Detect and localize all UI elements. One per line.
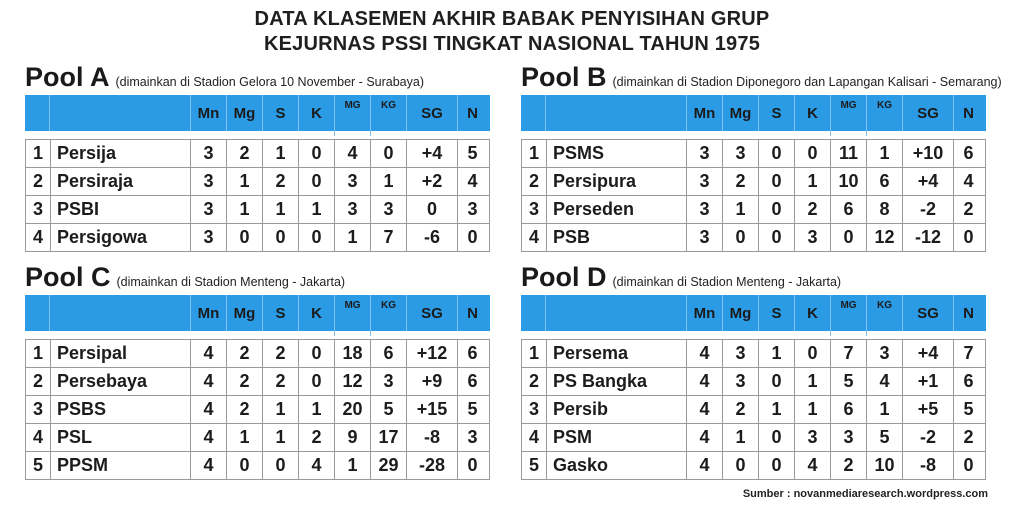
stat-cell-k: 1 bbox=[794, 368, 830, 395]
column-header-n: N bbox=[953, 295, 983, 331]
column-header-kg: KG bbox=[866, 295, 902, 336]
stat-cell-mn: 3 bbox=[686, 140, 722, 167]
stat-cell-gk: 6 bbox=[370, 340, 406, 367]
stat-cell-mg: 2 bbox=[722, 168, 758, 195]
stat-cell-gk: 3 bbox=[370, 368, 406, 395]
header-team-cell bbox=[49, 295, 190, 331]
standings-table bbox=[521, 139, 986, 252]
stat-cell-mn: 3 bbox=[686, 196, 722, 223]
table-row bbox=[26, 196, 489, 224]
stat-cell-gm: 1 bbox=[334, 224, 370, 251]
stat-cell-mn: 4 bbox=[190, 452, 226, 479]
team-cell: Persiraja bbox=[50, 168, 190, 195]
stat-cell-s: 0 bbox=[262, 452, 298, 479]
team-cell: Persebaya bbox=[50, 368, 190, 395]
stat-cell-gk: 5 bbox=[370, 396, 406, 423]
pool-heading bbox=[521, 62, 1002, 92]
column-header-s: S bbox=[758, 295, 794, 331]
rank-cell: 4 bbox=[528, 427, 539, 447]
team-cell: Gasko bbox=[546, 452, 686, 479]
stat-cell-gk: 17 bbox=[370, 424, 406, 451]
stat-cell-sg: +1 bbox=[902, 368, 953, 395]
stat-cell-n: 2 bbox=[953, 424, 983, 451]
stat-cell-mn: 3 bbox=[190, 168, 226, 195]
stat-cell-s: 0 bbox=[758, 424, 794, 451]
stat-cell-s: 1 bbox=[262, 396, 298, 423]
stat-cell-n: 3 bbox=[457, 424, 487, 451]
stat-cell-s: 0 bbox=[758, 140, 794, 167]
column-header-mg: MG bbox=[334, 295, 370, 336]
stat-cell-sg: +2 bbox=[406, 168, 457, 195]
column-header-mn: Mn bbox=[686, 295, 722, 331]
column-header-s: S bbox=[262, 95, 298, 131]
stat-cell-n: 6 bbox=[457, 368, 487, 395]
stat-cell-n: 6 bbox=[953, 140, 983, 167]
stat-cell-gm: 11 bbox=[830, 140, 866, 167]
stat-cell-sg: -8 bbox=[406, 424, 457, 451]
stat-cell-sg: +4 bbox=[902, 340, 953, 367]
stat-cell-sg: -2 bbox=[902, 424, 953, 451]
stat-cell-gm: 4 bbox=[334, 140, 370, 167]
pool-venue: (dimainkan di Stadion Menteng - Jakarta) bbox=[612, 275, 842, 289]
stat-cell-k: 0 bbox=[794, 140, 830, 167]
stat-cell-gk: 7 bbox=[370, 224, 406, 251]
stat-cell-mn: 4 bbox=[190, 340, 226, 367]
table-row bbox=[522, 424, 985, 452]
stat-cell-gm: 12 bbox=[334, 368, 370, 395]
pool-heading bbox=[25, 262, 490, 292]
header-pos-cell bbox=[25, 295, 49, 331]
stat-cell-s: 1 bbox=[262, 424, 298, 451]
stat-cell-sg: +5 bbox=[902, 396, 953, 423]
stat-cell-mn: 4 bbox=[686, 424, 722, 451]
column-header-mg: MG bbox=[830, 95, 866, 136]
stat-cell-mg: 0 bbox=[226, 452, 262, 479]
stat-cell-n: 0 bbox=[953, 452, 983, 479]
column-header-mn: Mn bbox=[190, 95, 226, 131]
column-header-mg: MG bbox=[830, 295, 866, 336]
stat-cell-sg: -2 bbox=[902, 196, 953, 223]
column-header-n: N bbox=[457, 295, 487, 331]
stat-cell-sg: +4 bbox=[406, 140, 457, 167]
stat-cell-mg: 1 bbox=[226, 424, 262, 451]
stat-cell-s: 1 bbox=[262, 196, 298, 223]
stat-cell-s: 2 bbox=[262, 168, 298, 195]
stat-cell-s: 0 bbox=[758, 168, 794, 195]
pool-venue: (dimainkan di Stadion Gelora 10 November - Surabaya) bbox=[115, 75, 424, 89]
stat-cell-mg: 0 bbox=[722, 224, 758, 251]
stat-cell-s: 0 bbox=[262, 224, 298, 251]
table-row bbox=[522, 196, 985, 224]
column-header-mn: Mn bbox=[686, 95, 722, 131]
stat-cell-s: 2 bbox=[262, 368, 298, 395]
team-cell: PSBI bbox=[50, 196, 190, 223]
column-header-mg: Mg bbox=[226, 295, 262, 331]
stat-cell-n: 6 bbox=[953, 368, 983, 395]
rank-cell: 2 bbox=[528, 371, 539, 391]
stat-cell-gm: 9 bbox=[334, 424, 370, 451]
stat-cell-mg: 0 bbox=[722, 452, 758, 479]
header-team-cell bbox=[545, 95, 686, 131]
stat-cell-mn: 3 bbox=[686, 224, 722, 251]
header-team-cell bbox=[49, 95, 190, 131]
team-cell: Persigowa bbox=[50, 224, 190, 251]
team-cell: Persema bbox=[546, 340, 686, 367]
team-cell: PSM bbox=[546, 424, 686, 451]
stat-cell-gk: 10 bbox=[866, 452, 902, 479]
stat-cell-sg: +12 bbox=[406, 340, 457, 367]
table-row bbox=[522, 396, 985, 424]
stat-cell-s: 0 bbox=[758, 196, 794, 223]
rank-cell: 3 bbox=[528, 199, 539, 219]
column-header-sg: SG bbox=[902, 95, 953, 131]
stat-cell-gk: 6 bbox=[866, 168, 902, 195]
table-header bbox=[521, 95, 986, 131]
stat-cell-mn: 3 bbox=[686, 168, 722, 195]
column-header-n: N bbox=[457, 95, 487, 131]
stat-cell-k: 4 bbox=[794, 452, 830, 479]
stat-cell-gm: 0 bbox=[830, 224, 866, 251]
column-header-k: K bbox=[298, 295, 334, 331]
table-row bbox=[26, 140, 489, 168]
table-header bbox=[25, 95, 490, 131]
table-header bbox=[25, 295, 490, 331]
stat-cell-gk: 1 bbox=[866, 140, 902, 167]
table-row bbox=[26, 168, 489, 196]
pool-name: Pool A bbox=[25, 62, 110, 92]
stat-cell-gk: 0 bbox=[370, 140, 406, 167]
stat-cell-mg: 2 bbox=[722, 396, 758, 423]
page-title: DATA KLASEMEN AKHIR BABAK PENYISIHAN GRUP bbox=[254, 8, 770, 30]
stat-cell-sg: -12 bbox=[902, 224, 953, 251]
pool-heading bbox=[25, 62, 490, 92]
stat-cell-s: 1 bbox=[758, 340, 794, 367]
stat-cell-mn: 3 bbox=[190, 224, 226, 251]
rank-cell: 3 bbox=[32, 199, 43, 219]
stat-cell-mg: 2 bbox=[226, 140, 262, 167]
stat-cell-sg: +9 bbox=[406, 368, 457, 395]
column-header-s: S bbox=[262, 295, 298, 331]
team-cell: PSBS bbox=[50, 396, 190, 423]
rank-cell: 2 bbox=[32, 371, 43, 391]
stat-cell-k: 0 bbox=[298, 168, 334, 195]
team-cell: PS Bangka bbox=[546, 368, 686, 395]
rank-cell: 1 bbox=[528, 343, 539, 363]
stat-cell-n: 4 bbox=[953, 168, 983, 195]
stat-cell-k: 1 bbox=[794, 168, 830, 195]
pool-name: Pool D bbox=[521, 262, 607, 292]
stat-cell-gk: 8 bbox=[866, 196, 902, 223]
stat-cell-mg: 3 bbox=[722, 340, 758, 367]
pool-c bbox=[25, 262, 490, 480]
stat-cell-mg: 1 bbox=[722, 424, 758, 451]
stat-cell-sg: -8 bbox=[902, 452, 953, 479]
table-row bbox=[522, 168, 985, 196]
stat-cell-gm: 5 bbox=[830, 368, 866, 395]
stat-cell-gm: 6 bbox=[830, 396, 866, 423]
stat-cell-mg: 3 bbox=[722, 140, 758, 167]
header-pos-cell bbox=[521, 295, 545, 331]
stat-cell-k: 2 bbox=[794, 196, 830, 223]
stat-cell-gm: 6 bbox=[830, 196, 866, 223]
column-header-mg: Mg bbox=[722, 95, 758, 131]
rank-cell: 3 bbox=[528, 399, 539, 419]
column-header-mg: Mg bbox=[722, 295, 758, 331]
stat-cell-sg: +15 bbox=[406, 396, 457, 423]
rank-cell: 5 bbox=[32, 455, 43, 475]
team-cell: Persija bbox=[50, 140, 190, 167]
stat-cell-k: 0 bbox=[298, 368, 334, 395]
column-header-s: S bbox=[758, 95, 794, 131]
pool-venue: (dimainkan di Stadion Menteng - Jakarta) bbox=[116, 275, 346, 289]
rank-cell: 1 bbox=[32, 143, 43, 163]
stat-cell-mg: 1 bbox=[226, 168, 262, 195]
stat-cell-s: 2 bbox=[262, 340, 298, 367]
standings-table bbox=[25, 139, 490, 252]
stat-cell-mn: 4 bbox=[686, 396, 722, 423]
source-credit: Sumber : novanmediaresearch.wordpress.com bbox=[742, 488, 988, 500]
stat-cell-sg: +10 bbox=[902, 140, 953, 167]
stat-cell-k: 1 bbox=[298, 396, 334, 423]
column-header-kg: KG bbox=[866, 95, 902, 136]
stat-cell-mn: 4 bbox=[686, 452, 722, 479]
stat-cell-mn: 4 bbox=[190, 396, 226, 423]
rank-cell: 1 bbox=[32, 343, 43, 363]
column-header-mg: Mg bbox=[226, 95, 262, 131]
stat-cell-gm: 10 bbox=[830, 168, 866, 195]
stat-cell-s: 1 bbox=[262, 140, 298, 167]
stat-cell-gm: 18 bbox=[334, 340, 370, 367]
column-header-n: N bbox=[953, 95, 983, 131]
column-header-mg: MG bbox=[334, 95, 370, 136]
stat-cell-s: 0 bbox=[758, 224, 794, 251]
pool-heading bbox=[521, 262, 986, 292]
team-cell: PPSM bbox=[50, 452, 190, 479]
standings-table bbox=[521, 339, 986, 480]
stat-cell-k: 1 bbox=[794, 396, 830, 423]
standings-table bbox=[25, 339, 490, 480]
stat-cell-s: 0 bbox=[758, 368, 794, 395]
stat-cell-mg: 1 bbox=[226, 196, 262, 223]
pool-venue: (dimainkan di Stadion Diponegoro dan Lapangan Kalisari - Semarang) bbox=[612, 75, 1002, 89]
column-header-mn: Mn bbox=[190, 295, 226, 331]
stat-cell-gk: 5 bbox=[866, 424, 902, 451]
table-header bbox=[521, 295, 986, 331]
stat-cell-mn: 4 bbox=[686, 340, 722, 367]
column-header-k: K bbox=[794, 95, 830, 131]
stat-cell-k: 0 bbox=[298, 224, 334, 251]
stat-cell-gk: 3 bbox=[866, 340, 902, 367]
stat-cell-mn: 4 bbox=[190, 368, 226, 395]
table-row bbox=[522, 340, 985, 368]
stat-cell-mg: 2 bbox=[226, 396, 262, 423]
stat-cell-gm: 7 bbox=[830, 340, 866, 367]
table-row bbox=[522, 140, 985, 168]
stat-cell-n: 0 bbox=[457, 452, 487, 479]
column-header-k: K bbox=[794, 295, 830, 331]
stat-cell-s: 1 bbox=[758, 396, 794, 423]
table-row bbox=[522, 368, 985, 396]
stat-cell-gk: 1 bbox=[866, 396, 902, 423]
stat-cell-mg: 0 bbox=[226, 224, 262, 251]
stat-cell-gk: 29 bbox=[370, 452, 406, 479]
rank-cell: 4 bbox=[528, 227, 539, 247]
stat-cell-gm: 1 bbox=[334, 452, 370, 479]
stat-cell-n: 2 bbox=[953, 196, 983, 223]
stat-cell-mn: 4 bbox=[686, 368, 722, 395]
table-row bbox=[26, 452, 489, 479]
stat-cell-gk: 12 bbox=[866, 224, 902, 251]
pool-name: Pool B bbox=[521, 62, 607, 92]
stat-cell-sg: -6 bbox=[406, 224, 457, 251]
stat-cell-sg: 0 bbox=[406, 196, 457, 223]
table-row bbox=[26, 396, 489, 424]
stat-cell-gm: 3 bbox=[334, 168, 370, 195]
stat-cell-sg: +4 bbox=[902, 168, 953, 195]
stat-cell-k: 1 bbox=[298, 196, 334, 223]
stat-cell-k: 3 bbox=[794, 224, 830, 251]
stat-cell-s: 0 bbox=[758, 452, 794, 479]
rank-cell: 1 bbox=[528, 143, 539, 163]
rank-cell: 3 bbox=[32, 399, 43, 419]
pool-name: Pool C bbox=[25, 262, 111, 292]
team-cell: Perseden bbox=[546, 196, 686, 223]
rank-cell: 2 bbox=[32, 171, 43, 191]
stat-cell-k: 3 bbox=[794, 424, 830, 451]
stat-cell-k: 0 bbox=[794, 340, 830, 367]
stat-cell-mg: 3 bbox=[722, 368, 758, 395]
stat-cell-n: 5 bbox=[457, 396, 487, 423]
column-header-k: K bbox=[298, 95, 334, 131]
column-header-sg: SG bbox=[902, 295, 953, 331]
column-header-kg: KG bbox=[370, 95, 406, 136]
table-row bbox=[522, 224, 985, 251]
stat-cell-mg: 1 bbox=[722, 196, 758, 223]
stat-cell-n: 3 bbox=[457, 196, 487, 223]
rank-cell: 5 bbox=[528, 455, 539, 475]
stat-cell-mn: 3 bbox=[190, 140, 226, 167]
stat-cell-gk: 1 bbox=[370, 168, 406, 195]
stat-cell-n: 4 bbox=[457, 168, 487, 195]
team-cell: Persipura bbox=[546, 168, 686, 195]
stat-cell-k: 4 bbox=[298, 452, 334, 479]
stat-cell-n: 6 bbox=[457, 340, 487, 367]
header-pos-cell bbox=[521, 95, 545, 131]
stat-cell-n: 0 bbox=[953, 224, 983, 251]
page-subtitle: KEJURNAS PSSI TINGKAT NASIONAL TAHUN 1975 bbox=[263, 33, 761, 55]
stat-cell-mg: 2 bbox=[226, 368, 262, 395]
stat-cell-sg: -28 bbox=[406, 452, 457, 479]
stat-cell-k: 2 bbox=[298, 424, 334, 451]
rank-cell: 4 bbox=[32, 227, 43, 247]
stat-cell-n: 5 bbox=[457, 140, 487, 167]
team-cell: Persipal bbox=[50, 340, 190, 367]
stat-cell-gk: 3 bbox=[370, 196, 406, 223]
team-cell: PSL bbox=[50, 424, 190, 451]
stat-cell-n: 0 bbox=[457, 224, 487, 251]
column-header-sg: SG bbox=[406, 295, 457, 331]
team-cell: PSMS bbox=[546, 140, 686, 167]
stat-cell-gm: 20 bbox=[334, 396, 370, 423]
rank-cell: 4 bbox=[32, 427, 43, 447]
stat-cell-mn: 3 bbox=[190, 196, 226, 223]
stat-cell-n: 7 bbox=[953, 340, 983, 367]
table-row bbox=[26, 368, 489, 396]
header-team-cell bbox=[545, 295, 686, 331]
stat-cell-k: 0 bbox=[298, 340, 334, 367]
rank-cell: 2 bbox=[528, 171, 539, 191]
table-row bbox=[26, 224, 489, 251]
team-cell: Persib bbox=[546, 396, 686, 423]
stat-cell-gk: 4 bbox=[866, 368, 902, 395]
pool-a bbox=[25, 62, 490, 252]
stat-cell-mg: 2 bbox=[226, 340, 262, 367]
stat-cell-gm: 3 bbox=[334, 196, 370, 223]
stat-cell-gm: 3 bbox=[830, 424, 866, 451]
table-row bbox=[522, 452, 985, 479]
table-row bbox=[26, 424, 489, 452]
header-pos-cell bbox=[25, 95, 49, 131]
team-cell: PSB bbox=[546, 224, 686, 251]
stat-cell-mn: 4 bbox=[190, 424, 226, 451]
stat-cell-n: 5 bbox=[953, 396, 983, 423]
pool-b bbox=[521, 62, 1002, 252]
stat-cell-k: 0 bbox=[298, 140, 334, 167]
pool-d bbox=[521, 262, 986, 480]
stat-cell-gm: 2 bbox=[830, 452, 866, 479]
column-header-sg: SG bbox=[406, 95, 457, 131]
column-header-kg: KG bbox=[370, 295, 406, 336]
table-row bbox=[26, 340, 489, 368]
